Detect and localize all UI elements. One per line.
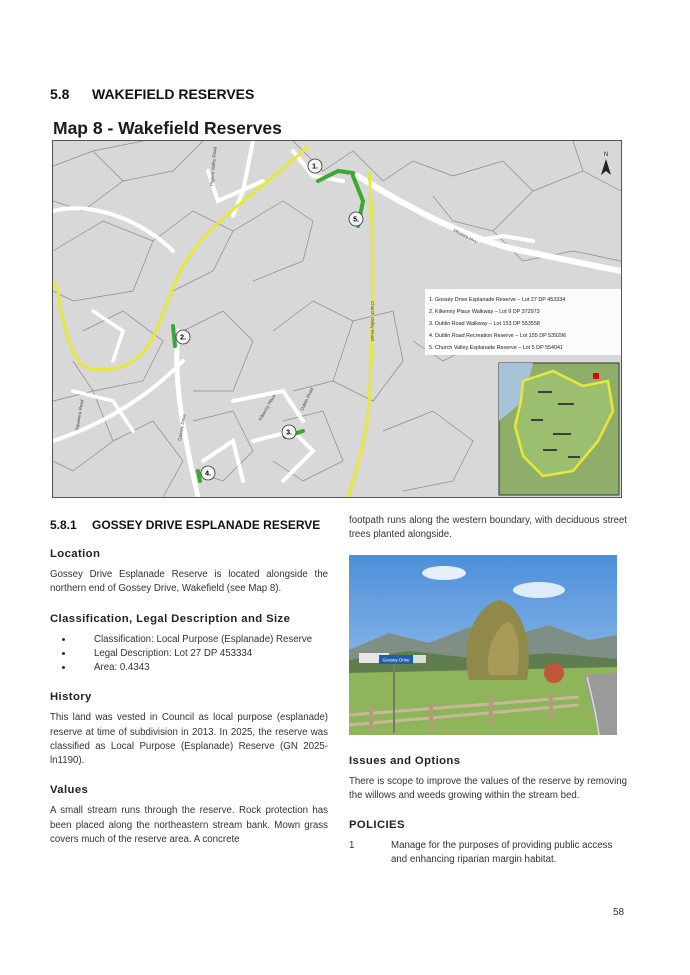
reserve-number: 5.8.1 [50,518,77,532]
reserve-title: GOSSEY DRIVE ESPLANADE RESERVE [92,518,321,532]
legend-entry-5: 5. Church Valley Esplanade Reserve – Lot 5 DP 554041 [429,345,564,351]
marker-3-label: 3. [286,429,292,437]
history-text: This land was vested in Council as local purpose (esplanade) reserve at time of subdivision in 2013. In 2025, the reserve was classified as Local Purpose (Esplanade) Reserve (GN 2025-ln1190). [50,712,328,767]
area-item: • Area: 0.4343 [74,661,328,675]
reserve-photo-svg [349,555,617,735]
section-heading [50,86,254,102]
classification-item: • Classification: Local Purpose (Esplanade) Reserve [74,633,328,647]
values-text-continued: footpath runs along the western boundary, with deciduous street trees planted alongside. [349,515,627,541]
road-label-church-valley: Church Valley Road [370,301,375,341]
locator-inset [499,363,619,495]
road-label-gossey: Gossey Drive [177,413,187,442]
section-number: 5.8 [50,86,70,102]
legend-entry-1: 1. Gossey Drive Esplanade Reserve – Lot 27 DP 453334 [429,297,566,303]
map-title: Map 8 - Wakefield Reserves [53,118,282,138]
map-svg [53,141,621,497]
policies-heading: POLICIES [349,819,405,832]
road-label-moutere: Moutere Hwy [452,227,479,245]
marker-2-label: 2. [180,334,186,342]
svg-text:N: N [603,152,609,158]
policy-item [349,839,627,868]
road-label-dublin: Dublin Road [299,386,315,412]
right-column [349,514,627,868]
history-heading: History [50,691,92,704]
map-figure [52,140,622,498]
reserve-heading [50,518,328,532]
marker-5-label: 5. [353,216,359,224]
issues-heading: Issues and Options [349,754,461,767]
location-text: Gossey Drive Esplanade Reserve is located alongside the northern end of Gossey Drive, Wakefield (see Map 8). [50,569,328,595]
legend-entry-2: 2. Kilkenny Place Walkway – Lot 9 DP 372973 [429,309,540,315]
road-label-tapawera: Tapawera Road [74,399,85,432]
locator-marker [593,373,599,379]
legend-entry-4: 4. Dublin Road Recreation Reserve – Lot 155 DP 539296 [429,333,567,339]
policy-text: Manage for the purposes of providing public access and enhancing riparian margin habitat. [391,840,613,866]
classification-heading: Classification, Legal Description and Size [50,612,291,625]
issues-text: There is scope to improve the values of the reserve by removing the willows and weeds growing within the stream bed. [349,775,627,801]
page-number: 58 [613,907,625,918]
marker-4-label: 4. [205,470,211,478]
policy-number: 1 [349,840,355,852]
legend-entry-3: 3. Dublin Road Walkway – Lot 153 DP 553558 [429,321,540,327]
reserve-photo [349,555,617,735]
marker-1-label: 1. [312,163,318,171]
left-column [50,514,328,847]
location-heading: Location [50,548,101,560]
road-label-pigeon: Pigeon Valley Road [209,146,218,187]
road-label-kilkenny: Kilkenny Place [257,393,277,422]
section-title: WAKEFIELD RESERVES [92,86,255,102]
values-text: A small stream runs through the reserve. Rock protection has been placed along the northeastern stream bank. Mown grass covers much of the reserve area. A concrete [50,805,328,845]
legal-description-item: • Legal Description: Lot 27 DP 453334 [74,647,328,661]
classification-list [50,633,328,676]
photo-street-sign: Gossey Drive [382,657,410,663]
values-heading: Values [50,784,89,797]
